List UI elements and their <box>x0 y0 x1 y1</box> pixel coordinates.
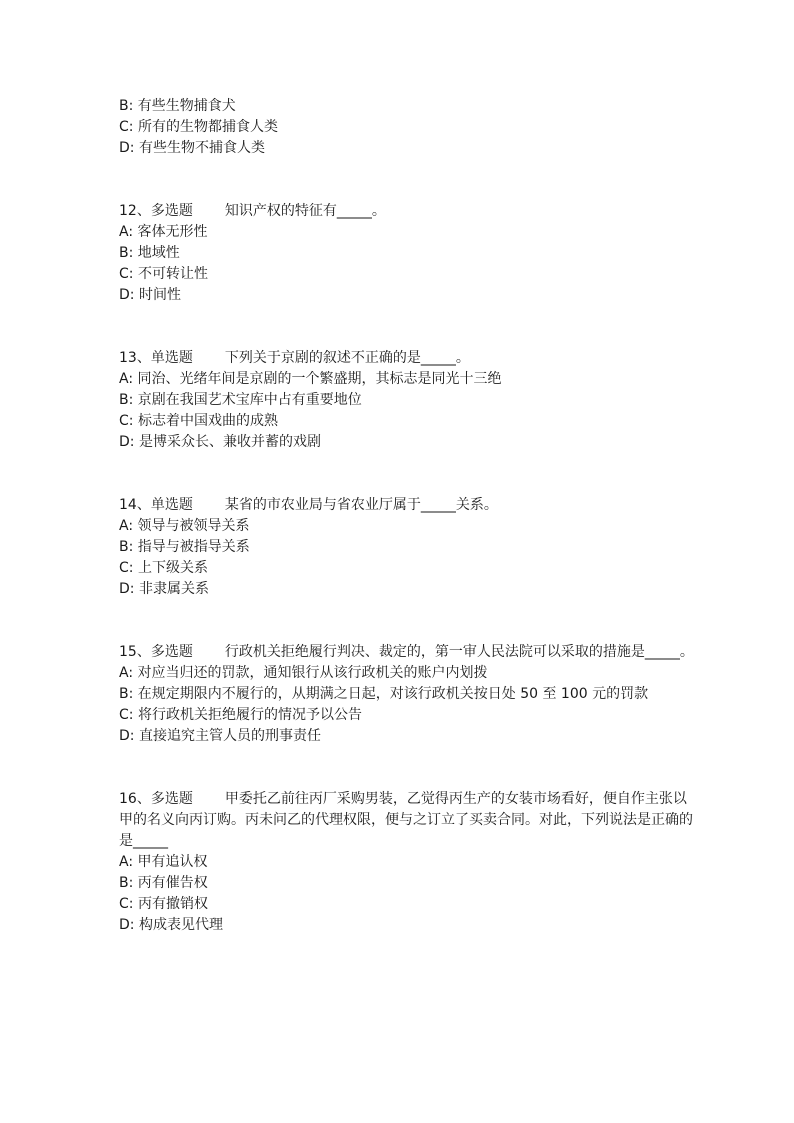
question-header <box>119 348 699 369</box>
option-d: D: 直接追究主管人员的刑事责任 <box>119 728 321 744</box>
option-d: D: 有些生物不捕食人类 <box>119 140 265 156</box>
question-header <box>119 642 699 663</box>
option-b: B: 地域性 <box>119 245 180 261</box>
question-13 <box>119 348 699 453</box>
option-c: C: 所有的生物都捕食人类 <box>119 119 278 135</box>
question-stem: 某省的市农业局与省农业厅属于_____关系。 <box>224 497 498 513</box>
question-12 <box>119 201 699 306</box>
question-stem: 知识产权的特征有_____。 <box>224 203 386 219</box>
question-type: 多选题 <box>150 203 193 219</box>
option-d: D: 构成表见代理 <box>119 917 223 933</box>
question-number: 14、 <box>119 497 151 513</box>
option-c: C: 不可转让性 <box>119 266 208 282</box>
question-type: 单选题 <box>150 497 193 513</box>
option-c: C: 将行政机关拒绝履行的情况予以公告 <box>119 707 362 723</box>
option-a: A: 对应当归还的罚款，通知银行从该行政机关的账户内划拨 <box>119 665 488 681</box>
option-d: D: 时间性 <box>119 287 181 303</box>
question-stem: 下列关于京剧的叙述不正确的是_____。 <box>224 350 470 366</box>
option-a: A: 同治、光绪年间是京剧的一个繁盛期，其标志是同光十三绝 <box>119 371 502 387</box>
question-15 <box>119 642 699 747</box>
question-header <box>119 789 699 852</box>
question-header <box>119 495 699 516</box>
option-b: B: 有些生物捕食犬 <box>119 98 236 114</box>
option-b: B: 指导与被指导关系 <box>119 539 250 555</box>
option-a: A: 领导与被领导关系 <box>119 518 250 534</box>
option-a: A: 甲有追认权 <box>119 854 208 870</box>
option-b: B: 在规定期限内不履行的，从期满之日起，对该行政机关按日处 50 至 100 元的罚款 <box>119 686 649 702</box>
carryover-options <box>119 96 699 159</box>
option-b: B: 丙有催告权 <box>119 875 208 891</box>
option-c: C: 标志着中国戏曲的成熟 <box>119 413 278 429</box>
option-d: D: 非隶属关系 <box>119 581 209 597</box>
question-stem: 行政机关拒绝履行判决、裁定的，第一审人民法院可以采取的措施是_____。 <box>224 644 694 660</box>
option-a: A: 客体无形性 <box>119 224 208 240</box>
question-14 <box>119 495 699 600</box>
question-header <box>119 201 699 222</box>
option-d: D: 是博采众长、兼收并蓄的戏剧 <box>119 434 321 450</box>
question-16 <box>119 789 699 936</box>
option-c: C: 上下级关系 <box>119 560 208 576</box>
question-number: 16、 <box>119 791 151 807</box>
question-number: 13、 <box>119 350 151 366</box>
question-type: 多选题 <box>150 791 193 807</box>
question-type: 多选题 <box>150 644 193 660</box>
option-b: B: 京剧在我国艺术宝库中占有重要地位 <box>119 392 362 408</box>
question-type: 单选题 <box>150 350 193 366</box>
question-number: 15、 <box>119 644 151 660</box>
option-c: C: 丙有撤销权 <box>119 896 208 912</box>
question-list <box>119 96 699 936</box>
question-number: 12、 <box>119 203 151 219</box>
question-stem: 甲委托乙前往丙厂采购男装，乙觉得丙生产的女装市场看好，便自作主张以甲的名义向丙订购。丙未问乙的代理权限，便与之订立了买卖合同。对此，下列说法是正确的是_____ <box>119 791 693 849</box>
